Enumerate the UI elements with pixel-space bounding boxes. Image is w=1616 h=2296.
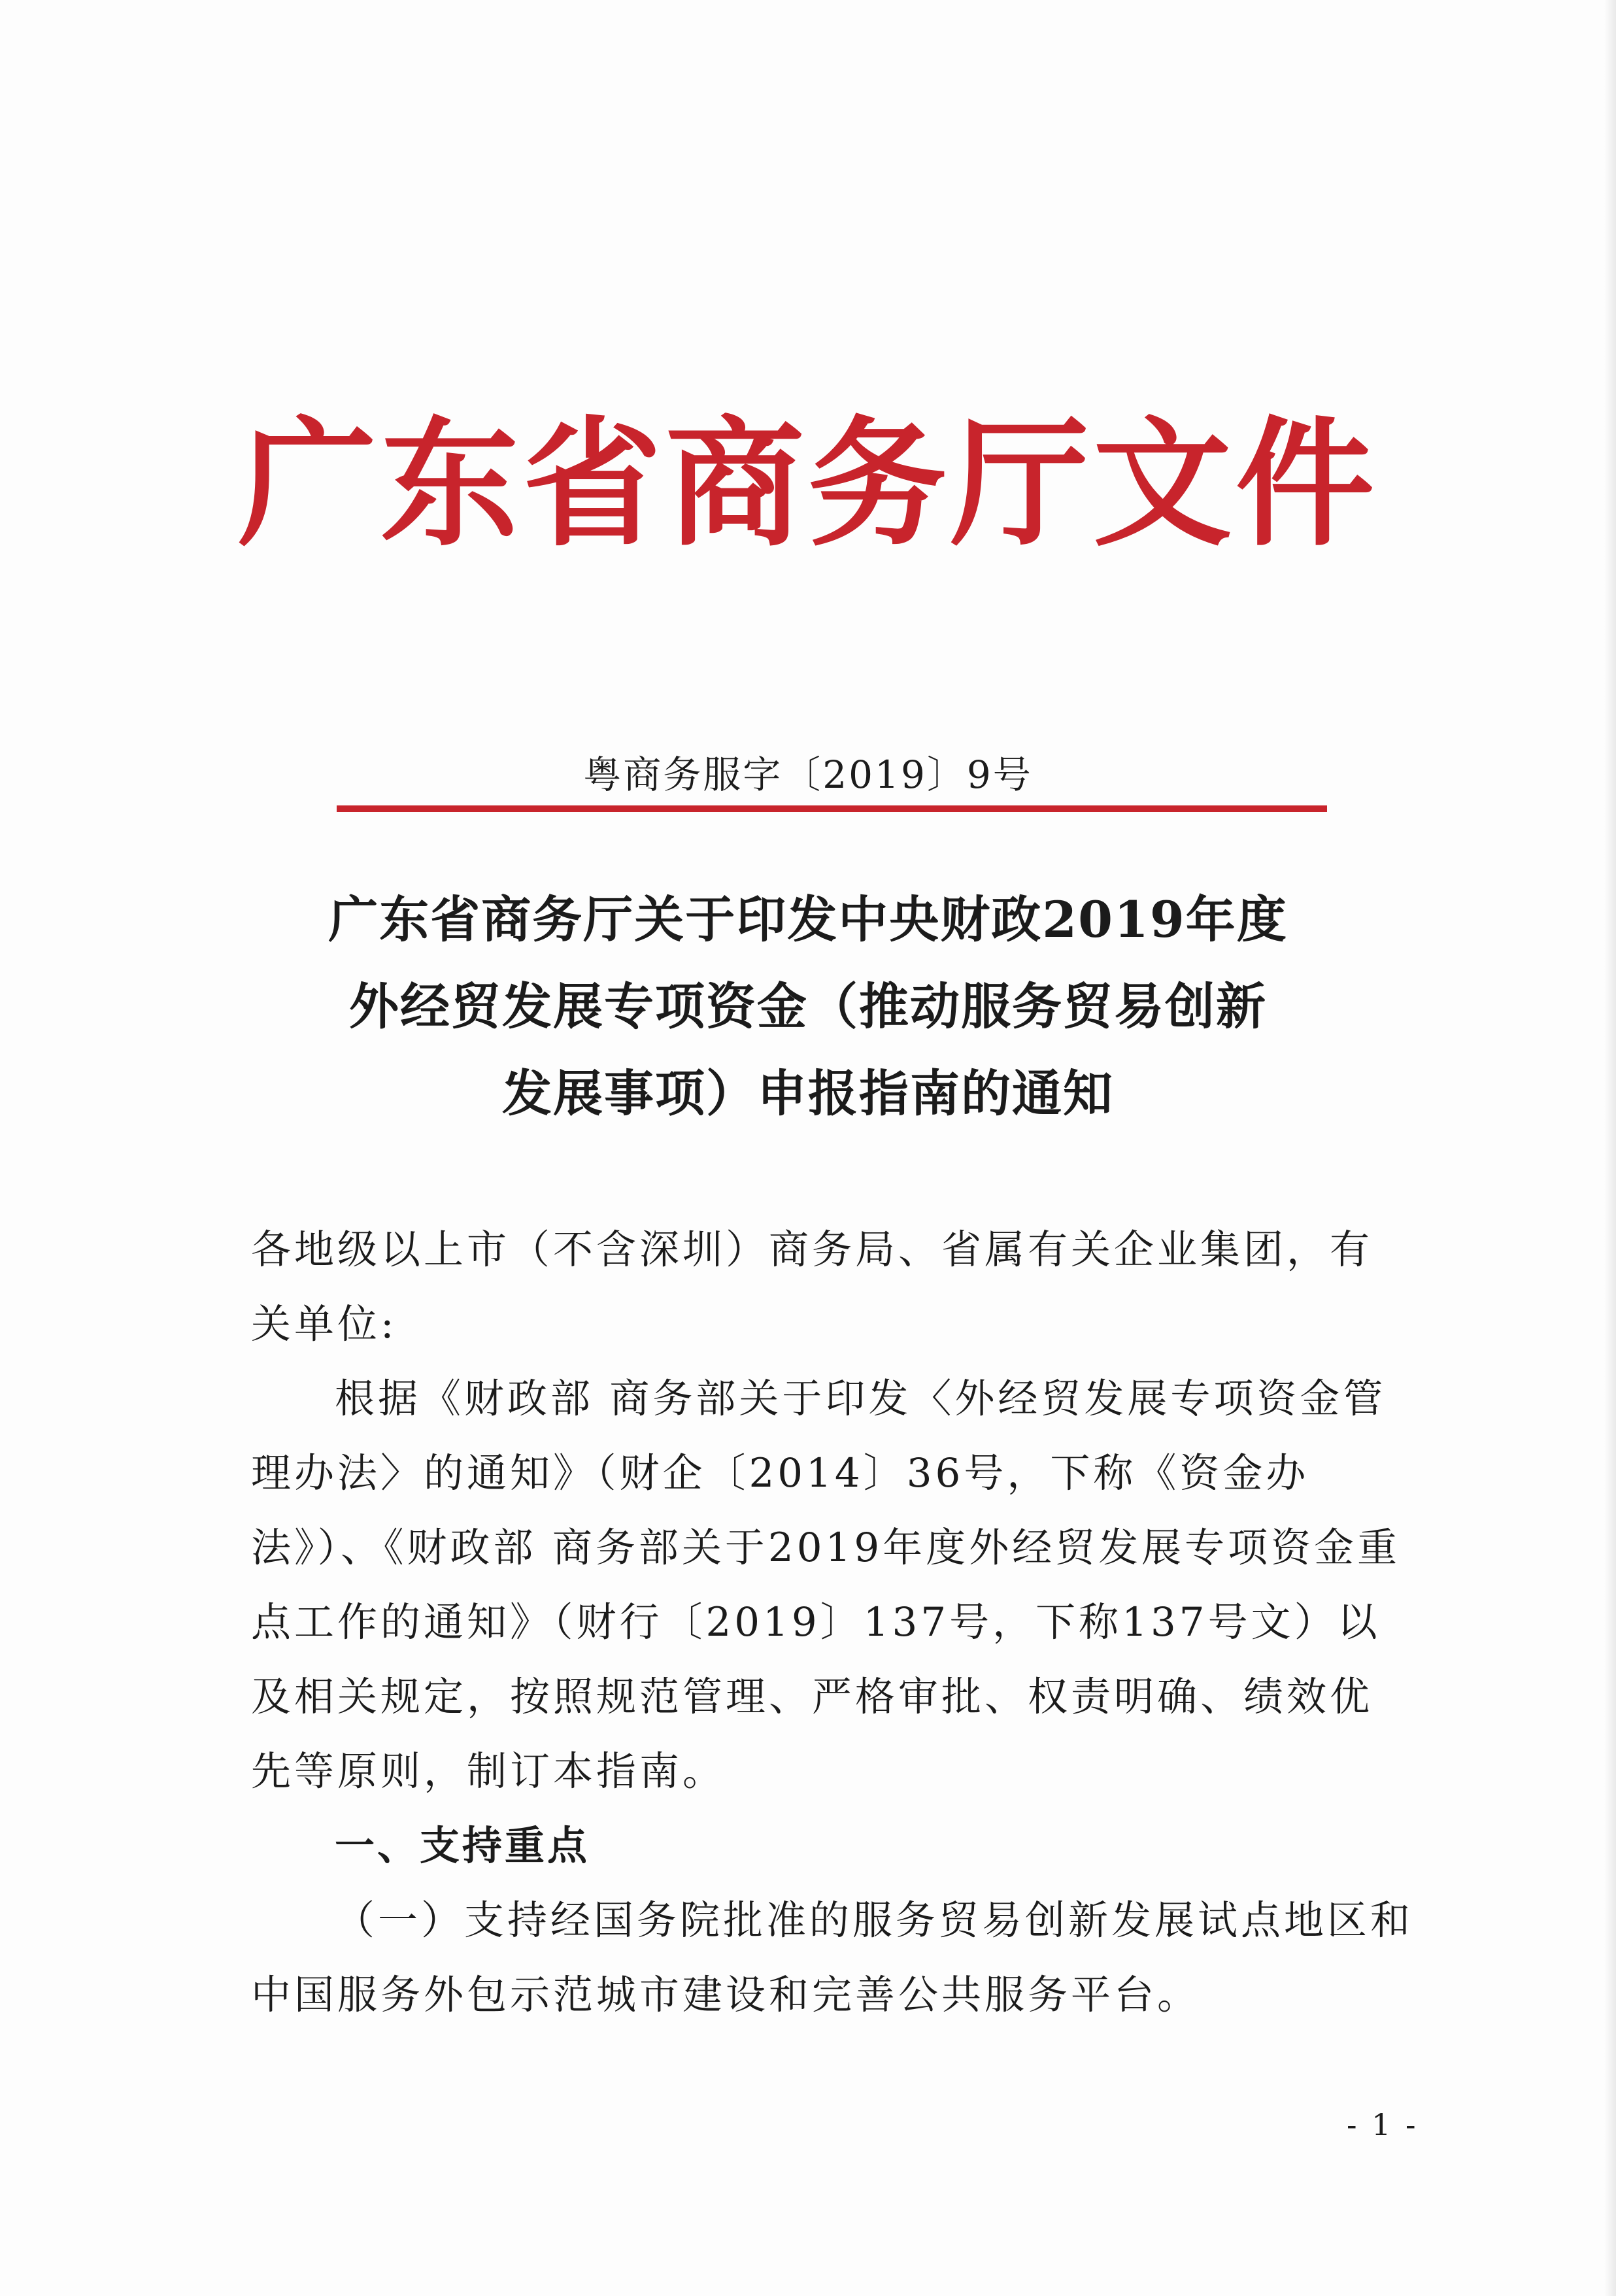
- issuing-authority-header: 广东省商务厅文件: [238, 402, 1378, 565]
- section-item-1: （一）支持经国务院批准的服务贸易创新发展试点地区和中国服务外包示范城市建设和完善公共服务平台。: [251, 1897, 1414, 2018]
- notice-title-line-1: 广东省商务厅关于印发中央财政2019年度: [328, 890, 1288, 949]
- red-separator-line: [337, 805, 1327, 812]
- notice-title-line-2: 外经贸发展专项资金（推动服务贸易创新: [349, 977, 1267, 1036]
- body-paragraph: 根据《财政部 商务部关于印发〈外经贸发展专项资金管理办法〉的通知》（财企〔2014〕36号，下称《资金办法》）、《财政部 商务部关于2019年度外经贸发展专项资金重点工作的通知》（财行〔2019〕137号，下称137号文）以及相关规定，按照规范管理、严格审批、权责明确、绩效优先等原则，制订本指南。: [251, 1376, 1401, 1795]
- page-number: - 1 -: [1347, 2107, 1419, 2142]
- section-heading: 一、支持重点: [335, 1823, 590, 1869]
- notice-title-line-3: 发展事项）申报指南的通知: [502, 1064, 1114, 1123]
- salutation: 各地级以上市（不含深圳）商务局、省属有关企业集团，有关单位:: [251, 1226, 1373, 1347]
- notice-title: [131, 876, 1485, 1137]
- body-text: [251, 1213, 1415, 2033]
- document-number: 粤商务服字〔2019〕9号: [583, 752, 1033, 797]
- scan-edge-shadow: [1604, 0, 1616, 2296]
